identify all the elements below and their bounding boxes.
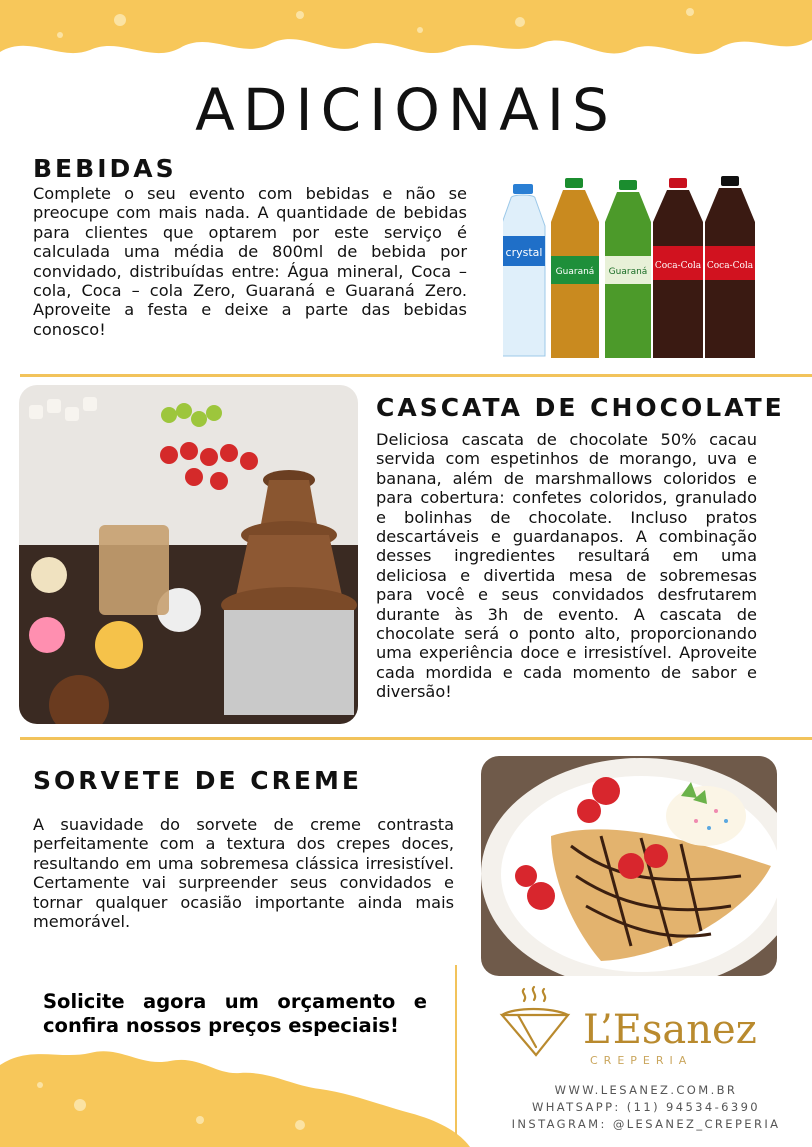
brand-name: L’Esanez: [583, 1007, 757, 1053]
section-text-bebidas: Complete o seu evento com bebidas e não se preocupe com mais nada. A quantidade de bebidas para clientes que optarem por este serviço é calculada uma média de 800ml de bebida por convidado, distribuídas entre: Água mineral, Coca – cola, Coca – cola Zero, Guaraná e Guaraná Zero. Aproveite a festa e deixe a parte das bebidas conosco!: [33, 184, 467, 339]
bottle-label-5: Coca-Cola: [706, 261, 754, 271]
bottles-image: [503, 176, 759, 362]
page-title: ADICIONAIS: [195, 76, 617, 144]
vertical-divider: [455, 965, 457, 1135]
top-paint-splash: [0, 0, 812, 70]
guarana-bottle-2: [605, 180, 651, 358]
divider-1: [20, 374, 812, 377]
bottle-label-1: crystal: [505, 246, 543, 259]
crepe-logo-icon: [496, 985, 574, 1057]
guarana-bottle-1: [551, 178, 599, 358]
bottle-label-4: Coca-Cola: [654, 261, 702, 271]
section-heading-sorvete: SORVETE DE CREME: [33, 766, 362, 795]
water-bottle: [503, 184, 545, 356]
whatsapp-contact: WHATSAPP: (11) 94534-6390: [531, 1100, 761, 1114]
chocolate-fountain-image: [19, 385, 358, 724]
divider-2: [20, 737, 812, 740]
section-text-cascata: Deliciosa cascata de chocolate 50% cacau servida com espetinhos de morango, uva e banana, além de marshmallows coloridos e para cobertura: confetes coloridos, granulado e bolinhas de chocolate. Incluso pratos descartáveis e guardanapos. A combinação desses ingredientes resultará em uma deliciosa e divertida mesa de sobremesas para você e seus convidados desfrutarem durante às 3h de evento. A cascata de chocolate será o ponto alto, proporcionando uma experiência doce e irresistível. Aproveite cada mordida e cada momento de sabor e diversão!: [376, 430, 757, 702]
section-text-sorvete: A suavidade do sorvete de creme contrasta perfeitamente com a textura dos crepes doces, resultando em uma sobremesa clássica irresistível. Certamente vai surpreender seus convidados e tornar qualquer ocasião importante ainda mais memorável.: [33, 815, 454, 932]
brand-subtitle: CREPERIA: [590, 1054, 693, 1067]
section-heading-cascata: CASCATA DE CHOCOLATE: [376, 393, 785, 422]
crepe-image: [481, 756, 777, 976]
call-to-action: Solicite agora um orçamento e confira nossos preços especiais!: [43, 990, 427, 1037]
instagram-handle: INSTAGRAM: @LESANEZ_CREPERIA: [511, 1117, 781, 1131]
bottle-label-3: Guaraná: [608, 267, 648, 277]
coca-bottle-2: [705, 176, 755, 358]
website-link[interactable]: WWW.LESANEZ.COM.BR: [554, 1083, 738, 1097]
section-heading-bebidas: BEBIDAS: [33, 154, 177, 183]
coca-bottle-1: [653, 178, 703, 358]
bottle-label-2: Guaraná: [555, 267, 595, 277]
